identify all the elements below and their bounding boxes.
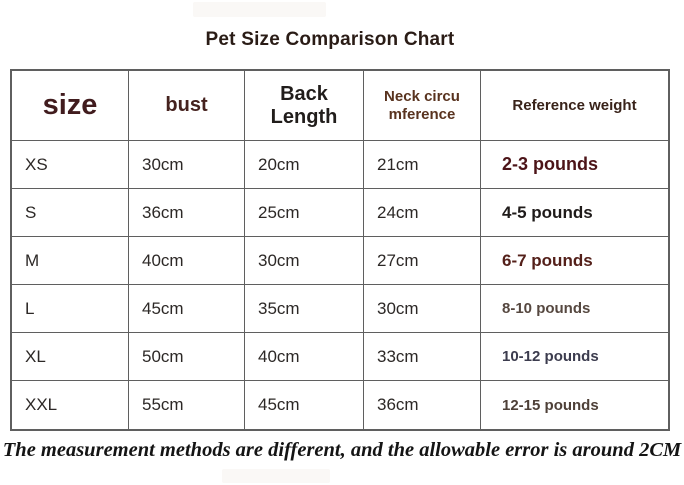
- cell-back-length: 45cm: [245, 381, 364, 429]
- header-cell-reference-weight: Reference weight: [481, 71, 668, 141]
- cell-bust: 45cm: [129, 285, 245, 333]
- cell-size: XL: [12, 333, 129, 381]
- cell-back-length: 35cm: [245, 285, 364, 333]
- cell-weight: 2-3 pounds: [481, 141, 668, 189]
- cell-weight: 6-7 pounds: [481, 237, 668, 285]
- cell-weight: 8-10 pounds: [481, 285, 668, 333]
- cell-bust: 30cm: [129, 141, 245, 189]
- cell-bust: 36cm: [129, 189, 245, 237]
- cell-back-length: 20cm: [245, 141, 364, 189]
- watermark-remnant-top: [193, 2, 326, 17]
- cell-neck: 36cm: [364, 381, 481, 429]
- cell-size: XXL: [12, 381, 129, 429]
- cell-size: S: [12, 189, 129, 237]
- header-cell-neck-circumference: Neck circu mference: [364, 71, 481, 141]
- cell-size: L: [12, 285, 129, 333]
- cell-bust: 50cm: [129, 333, 245, 381]
- cell-size: M: [12, 237, 129, 285]
- cell-back-length: 40cm: [245, 333, 364, 381]
- cell-neck: 21cm: [364, 141, 481, 189]
- header-cell-size: size: [12, 71, 129, 141]
- cell-neck: 30cm: [364, 285, 481, 333]
- cell-bust: 55cm: [129, 381, 245, 429]
- chart-title: Pet Size Comparison Chart: [205, 29, 455, 50]
- measurement-note: The measurement methods are different, and the allowable error is around 2CM: [2, 439, 682, 461]
- cell-weight: 10-12 pounds: [481, 333, 668, 381]
- header-cell-bust: bust: [129, 71, 245, 141]
- cell-size: XS: [12, 141, 129, 189]
- cell-bust: 40cm: [129, 237, 245, 285]
- cell-weight: 4-5 pounds: [481, 189, 668, 237]
- cell-back-length: 25cm: [245, 189, 364, 237]
- size-comparison-table: [10, 69, 670, 431]
- cell-neck: 24cm: [364, 189, 481, 237]
- header-cell-back-length: Back Length: [245, 71, 364, 141]
- cell-neck: 33cm: [364, 333, 481, 381]
- watermark-remnant-bottom: [222, 469, 330, 483]
- cell-back-length: 30cm: [245, 237, 364, 285]
- cell-neck: 27cm: [364, 237, 481, 285]
- cell-weight: 12-15 pounds: [481, 381, 668, 429]
